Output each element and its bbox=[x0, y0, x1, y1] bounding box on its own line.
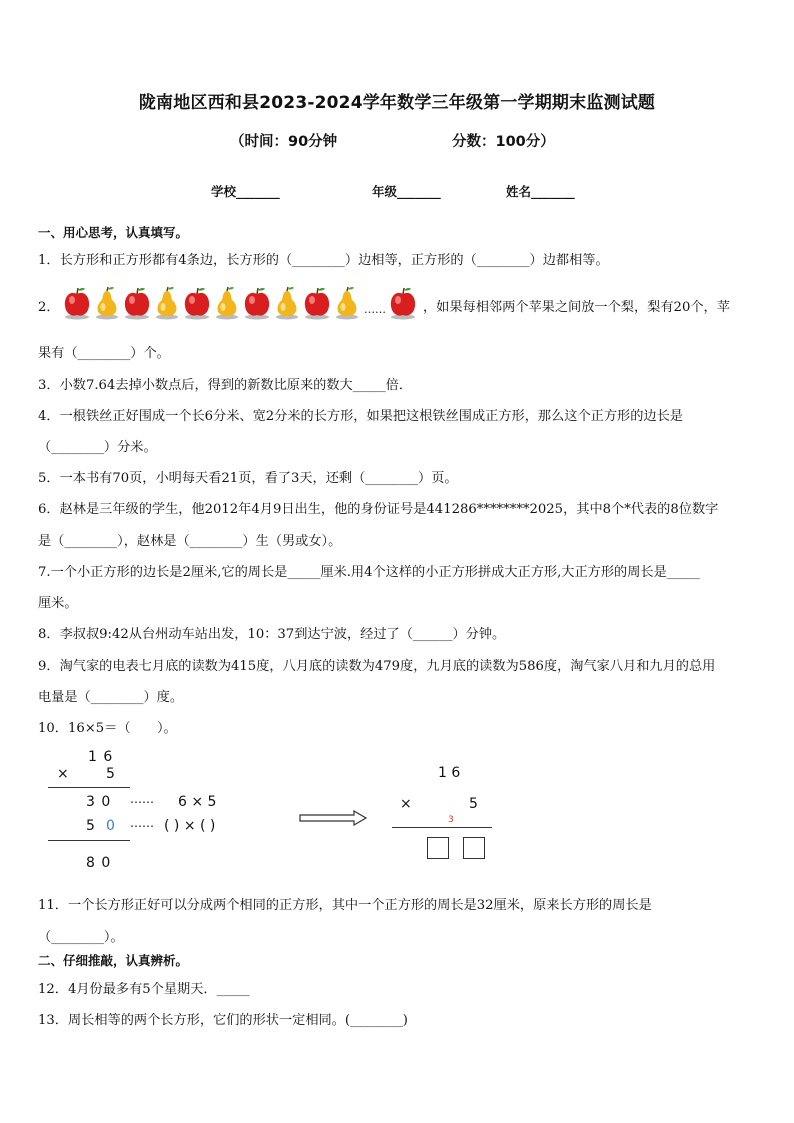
exam-time: （时间：90分钟 bbox=[230, 134, 338, 150]
answer-box-ones[interactable] bbox=[463, 837, 485, 859]
question-4-line1: 4．一根铁丝正好围成一个长6分米、宽2分米的长方形，如果把这根铁丝围成正方形，那么这个正方形的边长是 bbox=[38, 409, 683, 424]
question-4-line2: （________）分米。 bbox=[38, 440, 157, 455]
calc-row-30: 3 0 bbox=[86, 794, 112, 810]
calc-expr-1: 6 × 5 bbox=[178, 794, 217, 810]
grade-field[interactable]: 年级_______ bbox=[372, 184, 441, 199]
question-1: 1．长方形和正方形都有4条边，长方形的（________）边相等，正方形的（________）边都相等。 bbox=[38, 253, 609, 268]
pear-icon bbox=[272, 286, 302, 320]
question-13: 13．周长相等的两个长方形，它们的形状一定相同。(________) bbox=[38, 1013, 408, 1028]
arrow-right-icon bbox=[298, 810, 368, 826]
question-11-line1: 11．一个长方形正好可以分成两个相同的正方形，其中一个正方形的周长是32厘米，原来长方形的周长是 bbox=[38, 898, 652, 913]
apple-icon bbox=[182, 286, 212, 320]
calc-left-5: 5 bbox=[106, 766, 115, 782]
question-5: 5．一本书有70页，小明每天看21页，看了3天，还剩（________）页。 bbox=[38, 471, 458, 486]
apple-icon bbox=[122, 286, 152, 320]
question-6-line2: 是（________），赵林是（________）生（男或女）。 bbox=[38, 534, 342, 549]
page-title: 陇南地区西和县2023-2024学年数学三年级第一学期期末监测试题 bbox=[138, 93, 656, 113]
question-9-line2: 电量是（________）度。 bbox=[38, 690, 184, 705]
pear-icon bbox=[212, 286, 242, 320]
calc-carry: 3 bbox=[448, 815, 454, 825]
calc-expr-2: ( ) × ( ) bbox=[164, 818, 216, 834]
calc-right-line bbox=[392, 827, 492, 828]
pear-icon bbox=[92, 286, 122, 320]
apple-icon bbox=[302, 286, 332, 320]
question-7-line1: 7.一个小正方形的边长是2厘米,它的周长是_____厘米.用4个这样的小正方形拼成大正方形,大正方形的周长是_____ bbox=[38, 565, 700, 580]
question-12: 12．4月份最多有5个星期天．_____ bbox=[38, 982, 250, 997]
calc-left-times: × bbox=[57, 766, 69, 782]
question-2-number: 2． bbox=[38, 300, 60, 315]
calc-row-50-digit: 5 bbox=[86, 818, 95, 834]
question-8: 8．李叔叔9:42从台州动车站出发，10：37到达宁波，经过了（______）分钟。 bbox=[38, 627, 506, 642]
name-field[interactable]: 姓名_______ bbox=[506, 184, 575, 199]
question-11-line2: （________）。 bbox=[38, 930, 124, 945]
calc-row-50-zero: 0 bbox=[106, 818, 115, 834]
calc-left-line2 bbox=[48, 840, 130, 841]
calc-right-16: 1 6 bbox=[438, 765, 461, 781]
calc-dots-1: …… bbox=[130, 792, 154, 806]
ellipsis: …… bbox=[364, 302, 386, 316]
section-2-heading: 二、仔细推敲，认真辨析。 bbox=[38, 953, 189, 968]
apple-icon bbox=[388, 286, 418, 320]
apple-icon bbox=[242, 286, 272, 320]
calc-dots-2: …… bbox=[130, 816, 154, 830]
calc-right-times: × bbox=[400, 796, 412, 812]
calc-row-80: 8 0 bbox=[86, 855, 112, 871]
calc-left-line1 bbox=[48, 787, 130, 788]
school-field[interactable]: 学校_______ bbox=[211, 184, 280, 199]
question-10: 10．16×5＝（ ）。 bbox=[38, 721, 177, 736]
exam-score: 分数：100分） bbox=[452, 134, 555, 150]
question-7-line2: 厘米。 bbox=[38, 596, 78, 611]
question-6-line1: 6．赵林是三年级的学生，他2012年4月9日出生，他的身份证号是441286********2025，其中8个*代表的8位数字 bbox=[38, 502, 719, 517]
fruit-sequence bbox=[62, 284, 418, 322]
calc-left-16: 1 6 bbox=[88, 749, 114, 765]
answer-box-tens[interactable] bbox=[427, 837, 449, 859]
calc-right-5: 5 bbox=[469, 796, 478, 812]
apple-icon bbox=[62, 286, 92, 320]
question-2-line2: 果有（________）个。 bbox=[38, 346, 170, 361]
question-9-line1: 9．淘气家的电表七月底的读数为415度，八月底的读数为479度，九月底的读数为586度，淘气家八月和九月的总用 bbox=[38, 659, 716, 674]
question-3: 3．小数7.64去掉小数点后，得到的新数比原来的数大_____倍． bbox=[38, 378, 413, 393]
question-2-text: ，如果每相邻两个苹果之间放一个梨，梨有20个，苹 bbox=[423, 300, 730, 315]
pear-icon bbox=[152, 286, 182, 320]
section-1-heading: 一、用心思考，认真填写。 bbox=[38, 225, 189, 240]
pear-icon bbox=[332, 286, 362, 320]
